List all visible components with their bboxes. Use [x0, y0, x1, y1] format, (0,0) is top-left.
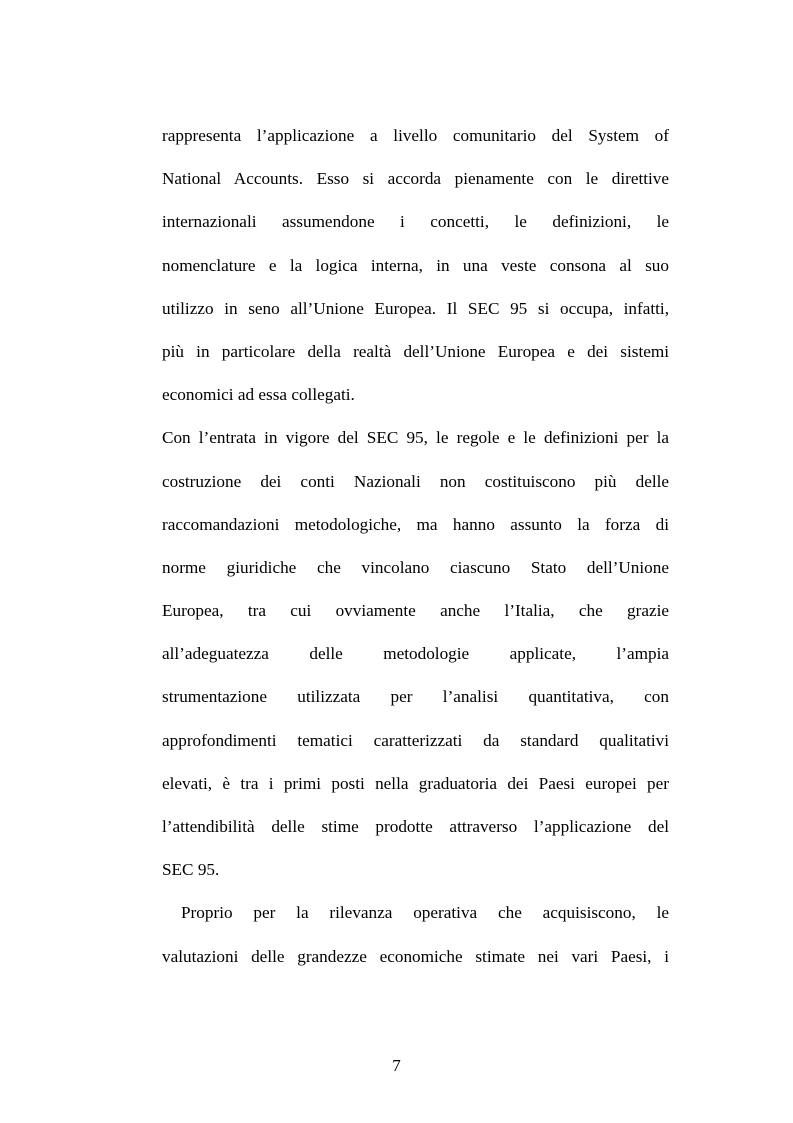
text-line: all’adeguatezza delle metodologie applicate, l’ampia — [162, 644, 669, 664]
text-line: l’attendibilità delle stime prodotte attraverso l’applicazione del — [162, 817, 669, 836]
text-line: Europea, tra cui ovviamente anche l’Italia, che grazie — [162, 601, 669, 621]
text-line: elevati, è tra i primi posti nella graduatoria dei Paesi europei per — [162, 773, 669, 793]
text-line: nomenclature e la logica interna, in una veste consona al suo — [162, 255, 669, 275]
text-line: strumentazione utilizzata per l’analisi quantitativa, con — [162, 687, 669, 707]
paragraph-2 — [162, 428, 669, 903]
text-line: economici ad essa collegati. — [162, 385, 355, 405]
paragraph-1 — [162, 126, 669, 428]
text-line: National Accounts. Esso si accorda pienamente con le direttive — [162, 169, 669, 189]
text-line: SEC 95. — [162, 860, 220, 880]
text-line: approfondimenti tematici caratterizzati da standard qualitativi — [162, 730, 669, 750]
text-line: Con l’entrata in vigore del SEC 95, le regole e le definizioni per la — [162, 428, 669, 448]
text-line: Proprio per la rilevanza operativa che acquisiscono, le — [181, 903, 669, 923]
text-line: costruzione dei conti Nazionali non costituiscono più delle — [162, 471, 669, 491]
paragraph-3 — [162, 903, 669, 989]
body-text — [162, 126, 669, 990]
page-number: 7 — [392, 1056, 401, 1075]
text-line: raccomandazioni metodologiche, ma hanno assunto la forza di — [162, 514, 669, 534]
text-line: valutazioni delle grandezze economiche stimate nei vari Paesi, i — [162, 946, 669, 966]
text-line: internazionali assumendone i concetti, le definizioni, le — [162, 212, 669, 232]
text-line: utilizzo in seno all’Unione Europea. Il SEC 95 si occupa, infatti, — [162, 298, 669, 318]
text-line: più in particolare della realtà dell’Unione Europea e dei sistemi — [162, 341, 669, 361]
text-line: rappresenta l’applicazione a livello comunitario del System of — [162, 126, 669, 145]
text-line: norme giuridiche che vincolano ciascuno Stato dell’Unione — [162, 557, 669, 577]
